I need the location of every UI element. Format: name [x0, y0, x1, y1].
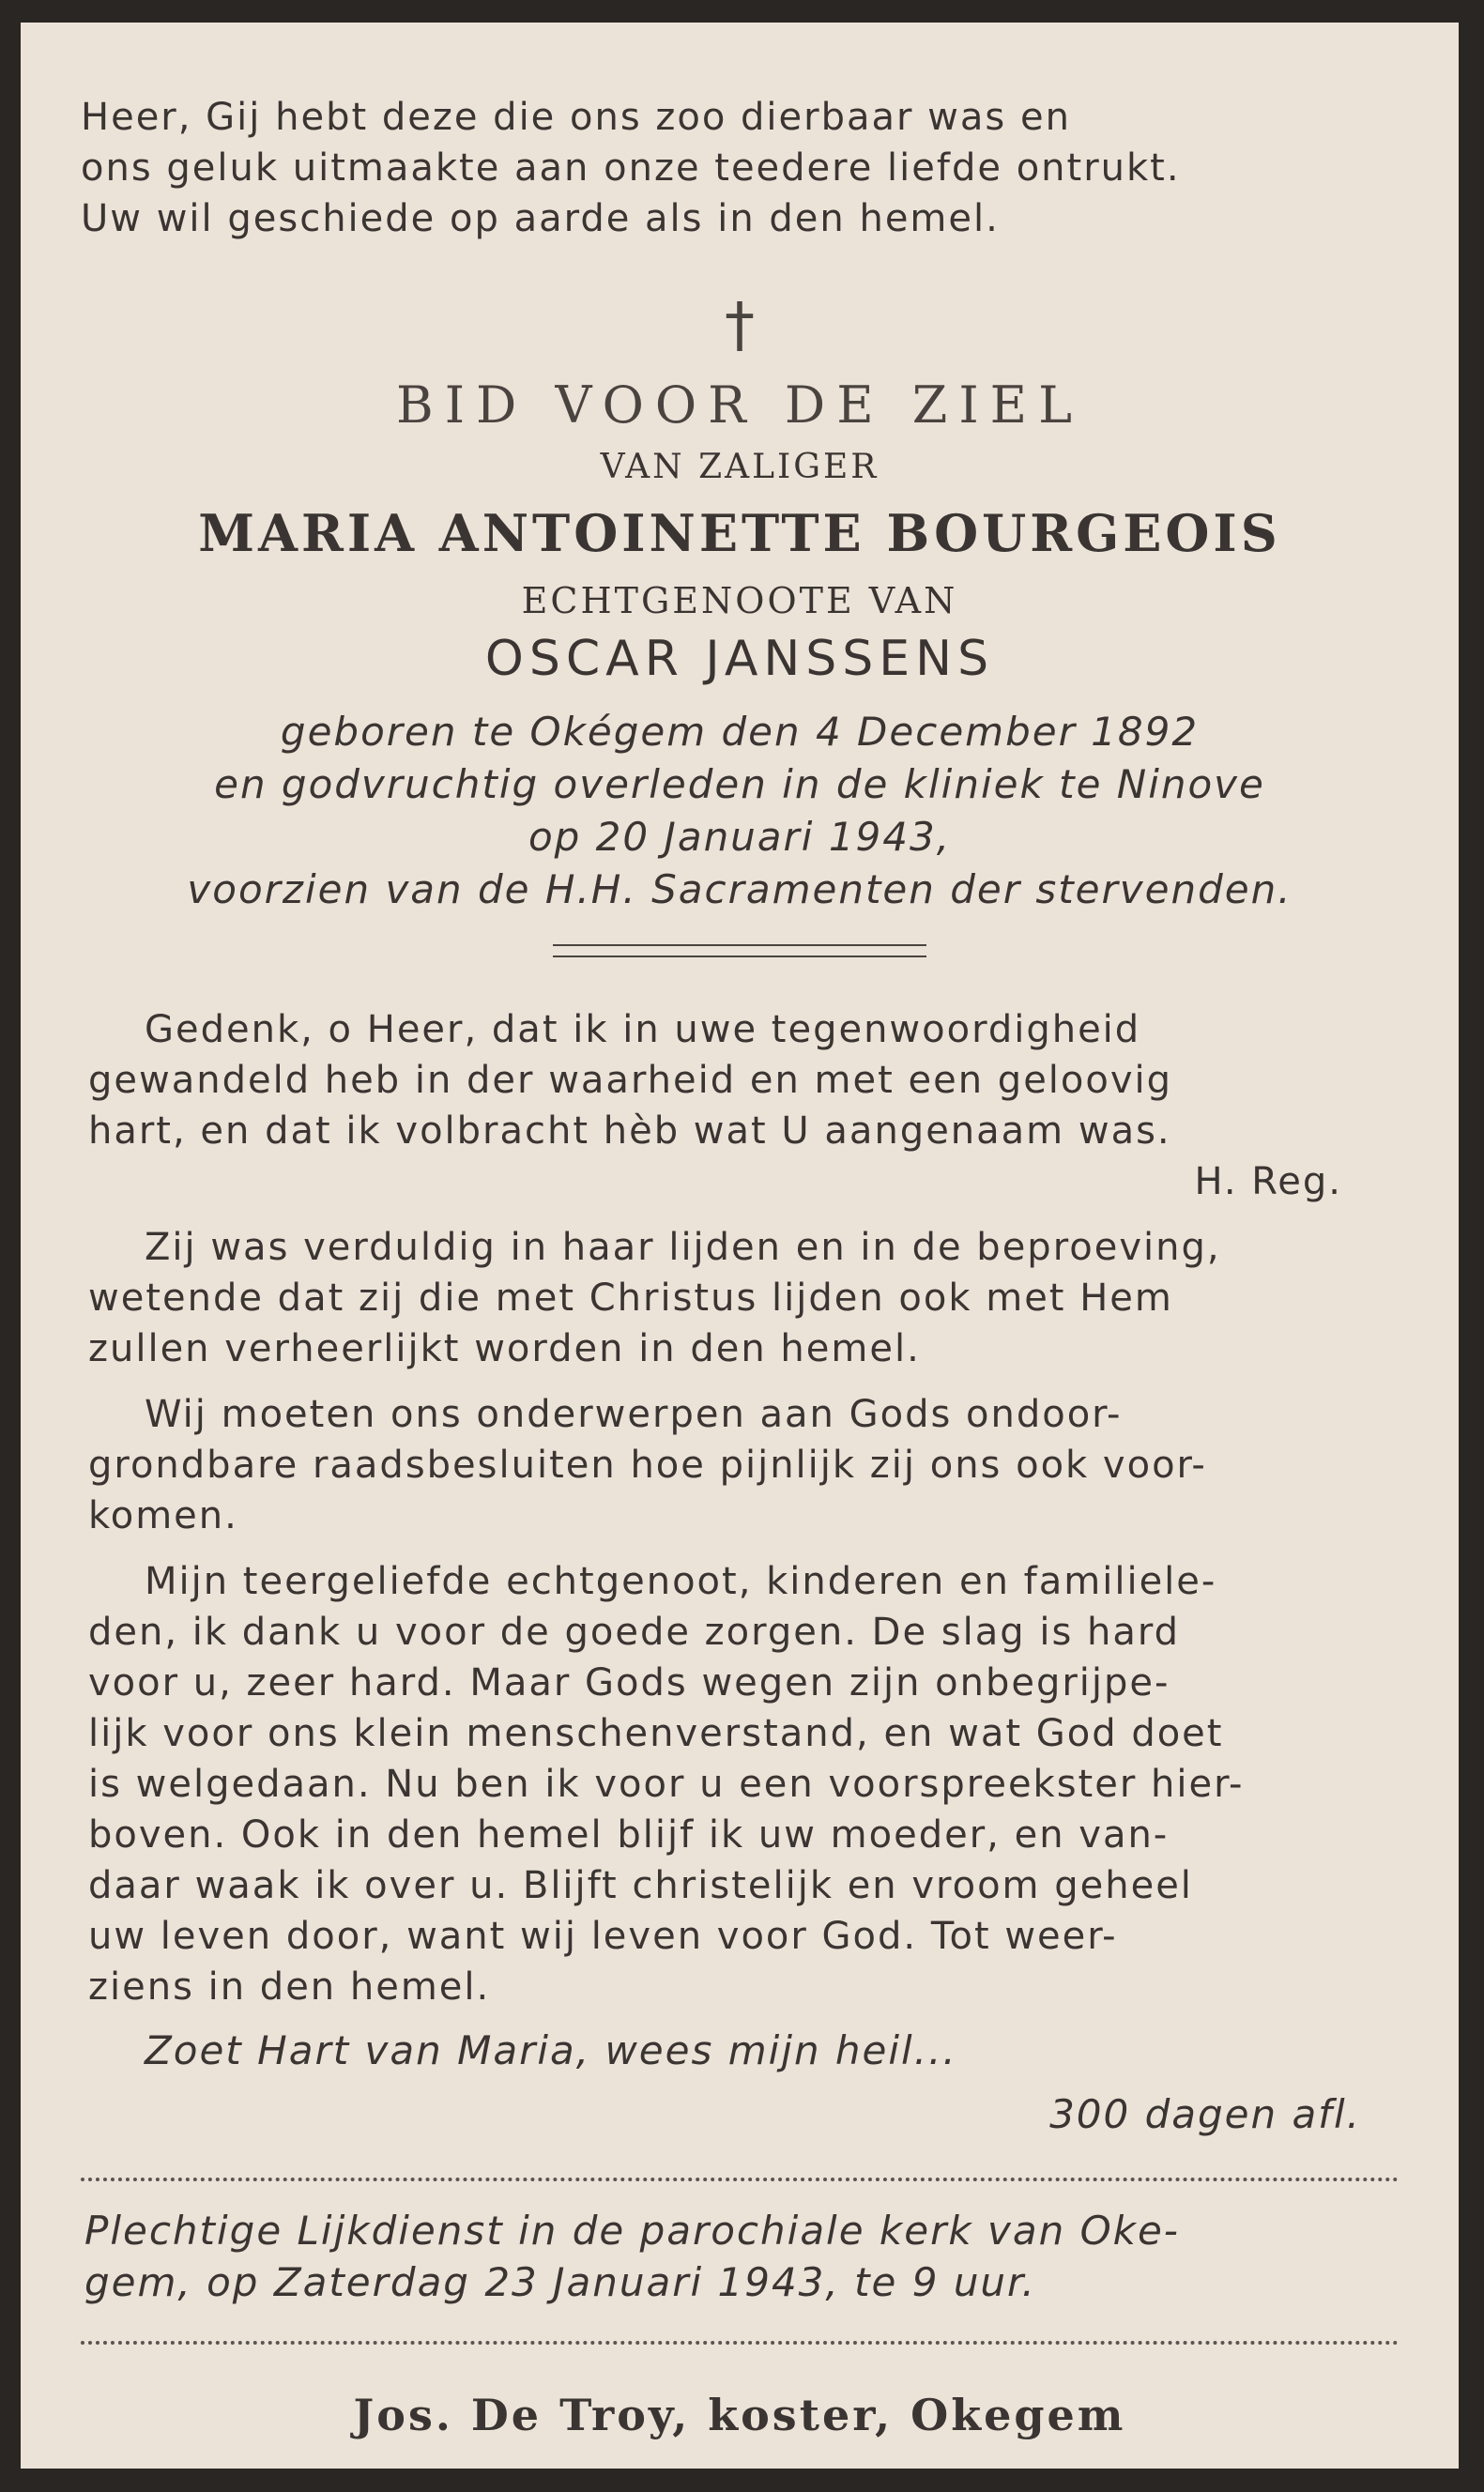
paragraph-prayer [88, 1004, 1399, 1207]
deceased-name: MARIA ANTOINETTE BOURGEOIS [198, 503, 1281, 563]
paragraph-line: boven. Ook in den hemel blijf ik uw moeder, en van- [88, 1813, 1170, 1857]
life-dates [81, 706, 1399, 916]
paragraph-line: komen. [88, 1494, 238, 1537]
funeral-line: Plechtige Lijkdienst in de parochiale kerk van Oke- [84, 2208, 1180, 2254]
dotted-divider [81, 2178, 1399, 2181]
paragraph-line: gewandeld heb in der waarheid en met een geloovig [88, 1059, 1173, 1102]
memorial-card [21, 23, 1459, 2469]
paragraph-submission [88, 1389, 1399, 1541]
heading-bid: BID VOOR DE ZIEL [396, 375, 1083, 435]
paragraph-line: lijk voor ons klein menschenverstand, en wat God doet [88, 1712, 1224, 1755]
dates-line: en godvruchtig overleden in de kliniek te Ninove [214, 761, 1265, 807]
funeral-notice [81, 2206, 1399, 2309]
paragraph-line: Mijn teergeliefde echtgenoot, kinderen en familiele- [145, 1560, 1217, 1603]
dotted-divider [81, 2341, 1399, 2345]
paragraph-source: H. Reg. [1194, 1160, 1342, 1203]
paragraph-line: zullen verheerlijkt worden in den hemel. [88, 1327, 921, 1370]
printer-credit: Jos. De Troy, koster, Okegem [353, 2390, 1126, 2440]
dates-line: op 20 Januari 1943, [528, 814, 952, 860]
heading-van-zaliger: VAN ZALIGER [600, 448, 880, 486]
paragraph-line: den, ik dank u voor de goede zorgen. De slag is hard [88, 1611, 1181, 1654]
dates-line: voorzien van de H.H. Sacramenten der stervenden. [187, 866, 1293, 912]
indulgence-days: 300 dagen afl. [1049, 2091, 1361, 2137]
spouse-label: ECHTGENOOTE VAN [521, 580, 958, 621]
paragraph-line: grondbare raadsbesluiten hoe pijnlijk zij ons ook voor- [88, 1444, 1207, 1487]
paragraph-line: voor u, zeer hard. Maar Gods wegen zijn onbegrijpe- [88, 1661, 1170, 1705]
cross-icon: † [725, 291, 755, 360]
paragraph-line: uw leven door, want wij leven voor God. Tot weer- [88, 1915, 1118, 1958]
paragraph-line: ziens in den hemel. [88, 1965, 491, 2009]
paragraph-farewell [88, 1556, 1399, 2012]
indulgence-prayer: Zoet Hart van Maria, wees mijn heil... [145, 2027, 957, 2073]
paragraph-line: is welgedaan. Nu ben ik voor u een voorspreekster hier- [88, 1763, 1245, 1806]
paragraph-suffering [88, 1222, 1399, 1374]
opening-prayer [81, 92, 1399, 244]
paragraph-line: daar waak ik over u. Blijft christelijk en vroom geheel [88, 1864, 1193, 1907]
paragraph-line: Gedenk, o Heer, dat ik in uwe tegenwoordigheid [145, 1008, 1141, 1051]
paragraph-line: Zij was verduldig in haar lijden en in de beproeving, [145, 1226, 1221, 1269]
divider-rule [553, 956, 926, 957]
spouse-name: OSCAR JANSSENS [484, 631, 995, 687]
funeral-line: gem, op Zaterdag 23 Januari 1943, te 9 uur. [84, 2259, 1036, 2305]
opening-prayer-line: ons geluk uitmaakte aan onze teedere liefde ontrukt. [81, 146, 1181, 190]
opening-prayer-line: Uw wil geschiede op aarde als in den hemel. [81, 197, 1000, 240]
memorial-text [81, 1004, 1399, 2140]
opening-prayer-line: Heer, Gij hebt deze die ons zoo dierbaar was en [81, 96, 1071, 139]
divider-rule [553, 944, 926, 946]
dates-line: geboren te Okégem den 4 December 1892 [280, 709, 1200, 755]
paragraph-line: Wij moeten ons onderwerpen aan Gods ondoor- [145, 1393, 1123, 1436]
card-content [81, 92, 1399, 2440]
paragraph-line: wetende dat zij die met Christus lijden ook met Hem [88, 1277, 1173, 1320]
paragraph-line: hart, en dat ik volbracht hèb wat U aangenaam was. [88, 1109, 1171, 1153]
